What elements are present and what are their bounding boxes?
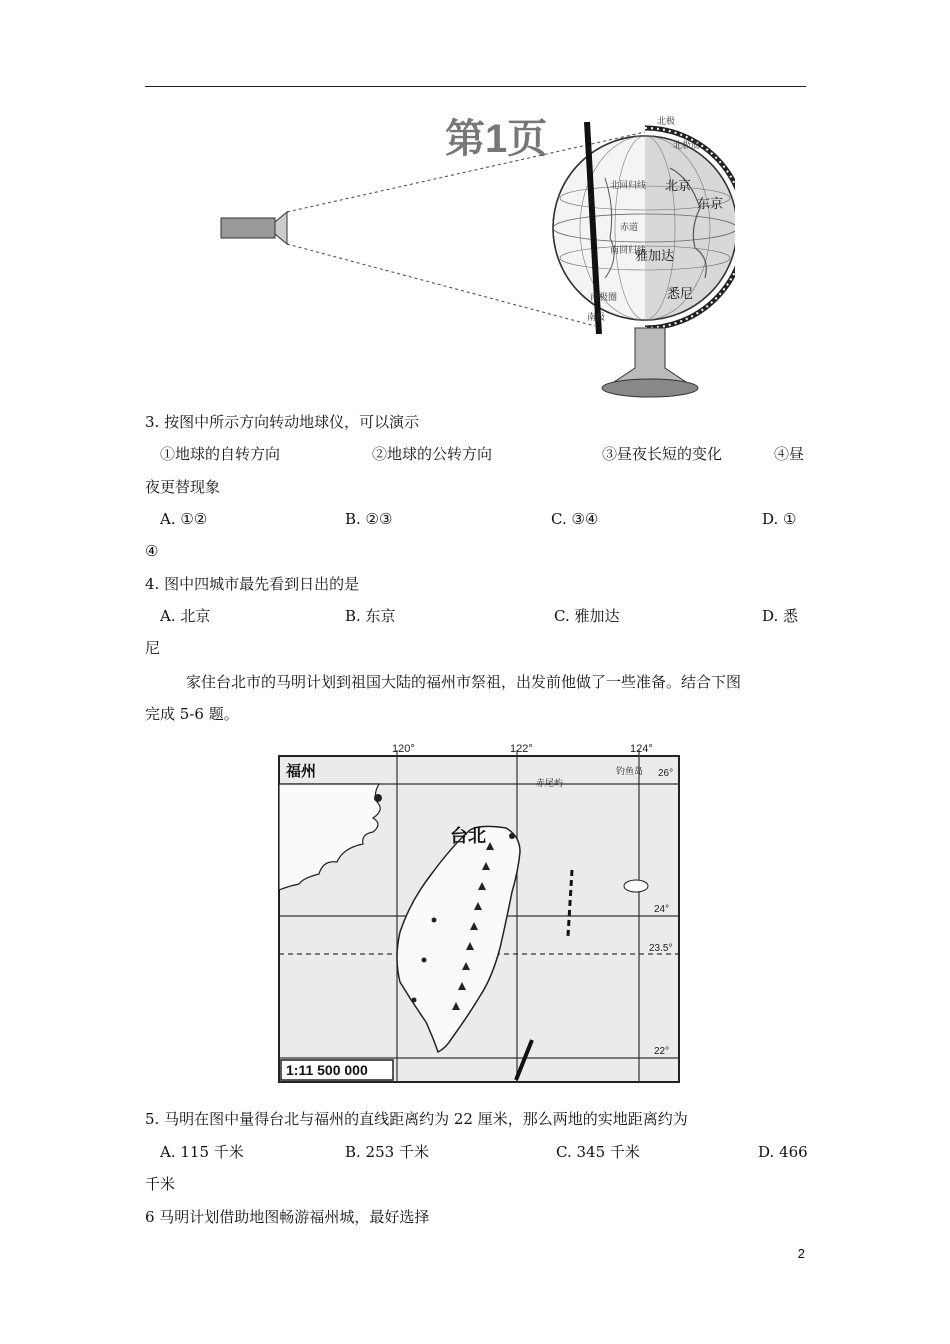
fuzhou-label: 福州 [286,763,317,780]
q3-stem: 3. 按图中所示方向转动地球仪，可以演示 [145,413,420,431]
q3-option-b: B. ②③ [345,510,393,528]
sydney-label: 悉尼 [667,286,694,301]
east-island [624,880,648,892]
q5-option-b: B. 253 千米 [345,1143,429,1161]
q3-item-3: ③昼夜长短的变化 [602,445,723,463]
page-number: 2 [797,1246,805,1261]
q4-option-a: A. 北京 [160,607,211,625]
q5-option-d-start: D. 466 [758,1143,808,1161]
q3-option-a: A. ①② [160,510,208,528]
lat-23-5-label: 23.5° [649,943,673,954]
taipei-label: 台北 [450,826,486,846]
tropic-capricorn-label: 南回归线 [610,245,647,255]
q4-option-d-start: D. 悉 [762,607,799,625]
chiwei-label: 赤尾屿 [536,778,564,788]
q3-item-4-start: ④昼 [774,445,805,463]
equator-label: 赤道 [620,222,639,232]
tropic-cancer-label: 北回归线 [610,180,647,190]
intro-line-1: 家住台北市的马明计划到祖国大陆的福州市祭祖，出发前他做了一些准备。结合下图 [186,673,742,691]
q4-option-b: B. 东京 [345,607,396,625]
q3-option-d-start: D. ① [762,510,797,528]
lat-26-label: 26° [658,768,674,779]
lat-24-label: 24° [654,904,670,915]
map-scale: 1:11 500 000 [286,1062,368,1078]
jakarta-label: 雅加达 [635,248,675,263]
arctic-circle-label: 北极圈 [673,140,701,150]
q5-option-c: C. 345 千米 [556,1143,640,1161]
q3-option-d-end: ④ [145,542,159,560]
lon-120-label: 120° [392,743,415,755]
lat-22-label: 22° [654,1046,670,1057]
q5-stem: 5. 马明在图中量得台北与福州的直线距离约为 22 厘米，那么两地的实地距离约为 [145,1110,688,1128]
lon-124-label: 124° [630,743,653,755]
intro-line-2: 完成 5-6 题。 [145,705,239,723]
q4-option-d-end: 尼 [145,639,161,657]
q4-stem: 4. 图中四城市最先看到日出的是 [145,575,360,593]
beijing-label: 北京 [665,178,692,193]
tokyo-label: 东京 [697,196,724,211]
flashlight-icon [221,212,287,244]
q3-item-2: ②地球的公转方向 [372,445,493,463]
taiwan-map-figure [274,740,682,1086]
q5-option-a: A. 115 千米 [160,1143,244,1161]
diaoyu-label: 钓鱼岛 [616,766,644,776]
globe-figure [215,108,735,400]
q3-item-4-end: 夜更替现象 [145,478,221,496]
watermark-text: 第1页 [445,117,548,161]
south-pole-label: 南极 [587,312,606,322]
north-pole-label: 北极 [657,116,676,126]
q6-stem: 6 马明计划借助地图畅游福州城，最好选择 [145,1208,430,1226]
q3-item-1: ①地球的自转方向 [160,445,281,463]
q4-option-c: C. 雅加达 [554,607,620,625]
antarctic-circle-label: 南极圈 [590,292,618,302]
header-rule [145,86,806,87]
q5-option-d-end: 千米 [145,1175,176,1193]
lon-122-label: 122° [510,743,533,755]
q3-option-c: C. ③④ [551,510,599,528]
